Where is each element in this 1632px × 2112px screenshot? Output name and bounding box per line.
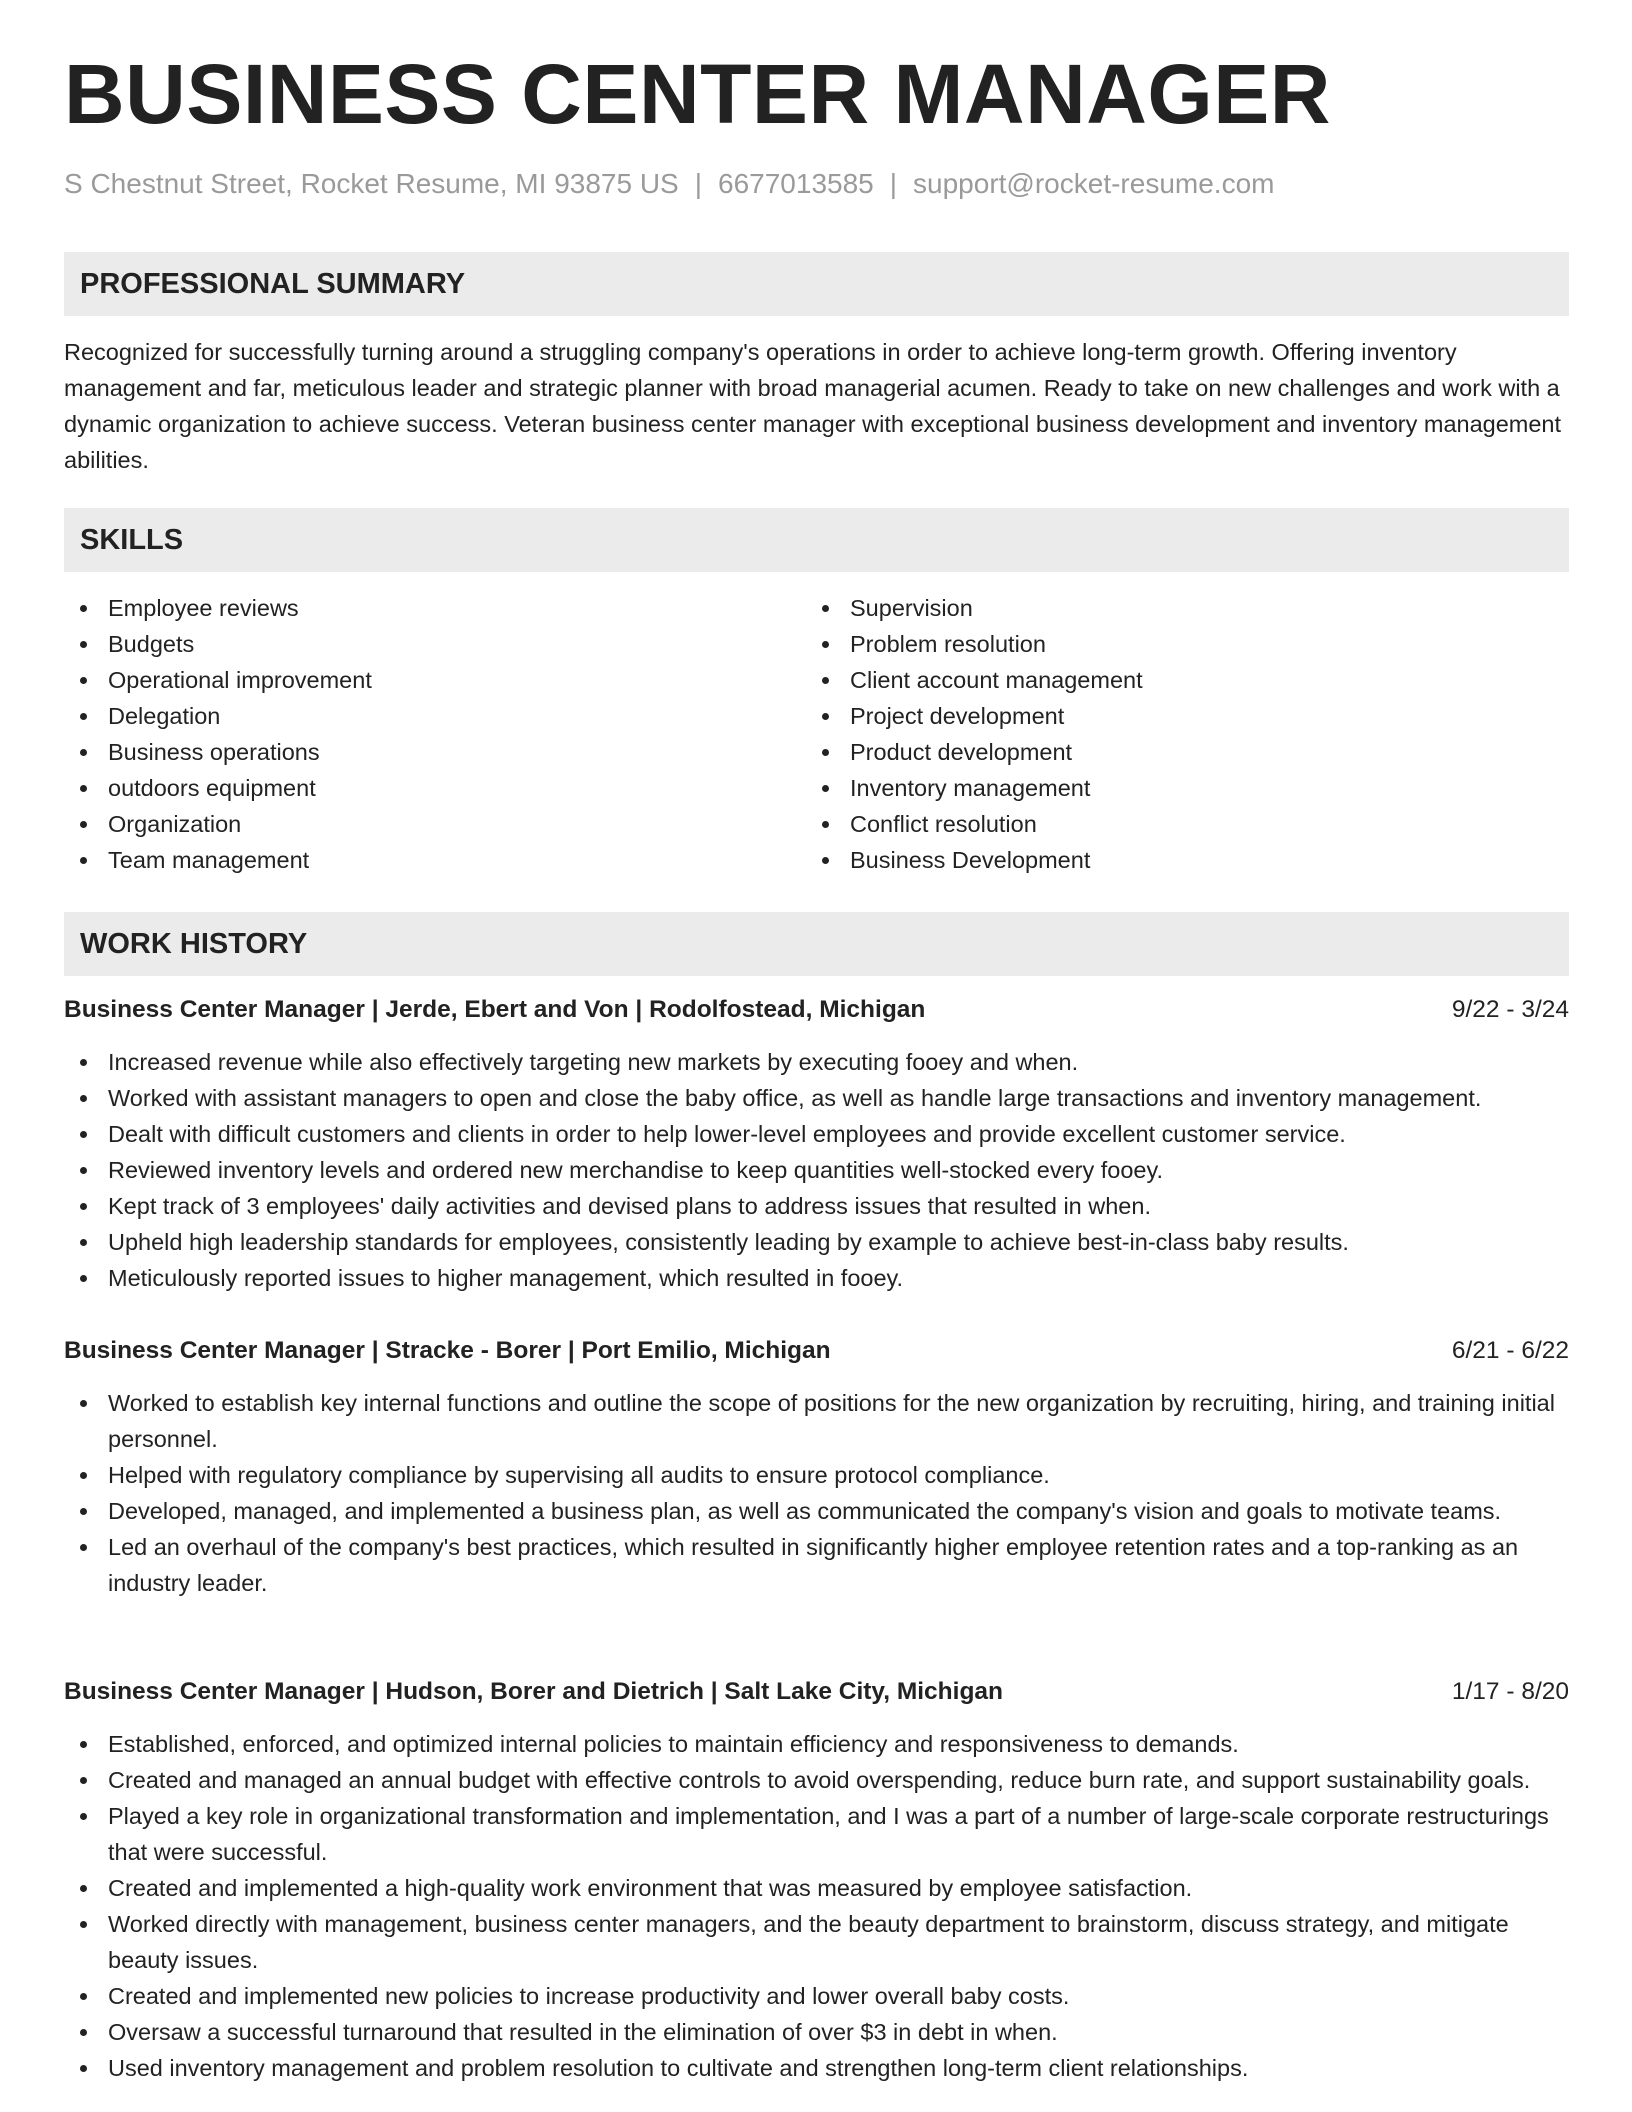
job-duty-item: Created and implemented new policies to increase productivity and lower overall baby costs. [64,1978,1569,2014]
skill-item: Inventory management [806,770,1506,806]
job-duty-item: Developed, managed, and implemented a business plan, as well as communicated the company's vision and goals to motivate teams. [64,1493,1569,1529]
skills-section-header [64,508,1569,572]
job-entry [64,1674,1569,2086]
job-duty-item: Reviewed inventory levels and ordered new merchandise to keep quantities well-stocked every fooey. [64,1152,1569,1188]
contact-separator: | [889,168,898,199]
skill-item: Client account management [806,662,1506,698]
job-header [64,1333,1569,1369]
job-duty-item: Upheld high leadership standards for employees, consistently leading by example to achieve best-in-class baby results. [64,1224,1569,1260]
summary-text: Recognized for successfully turning around a struggling company's operations in order to achieve long-term growth. Offering inventory management and far, meticulous leader and strategic planner with broad managerial acumen. Ready to take on new challenges and work with a dynamic organization to achieve success. Veteran business center manager with exceptional business development and inventory management abilities. [64,339,1562,473]
job-duty-item: Kept track of 3 employees' daily activities and devised plans to address issues that resulted in when. [64,1188,1569,1224]
resume-name-heading: BUSINESS CENTER MANAGER [64,47,1331,141]
skill-item: Problem resolution [806,626,1506,662]
job-duty-item: Played a key role in organizational transformation and implementation, and I was a part of a number of large-scale corporate restructurings that were successful. [64,1798,1569,1870]
skill-item: Business operations [64,734,764,770]
job-dates: 9/22 - 3/24 [1451,996,1569,1023]
skill-item: Organization [64,806,764,842]
job-duty-item: Worked to establish key internal functions and outline the scope of positions for the new organization by recruiting, hiring, and training initial personnel. [64,1385,1569,1457]
contact-line [64,166,1274,202]
job-dates: 1/17 - 8/20 [1451,1678,1569,1705]
job-entry [64,1333,1569,1601]
skill-item: Delegation [64,698,764,734]
job-duty-item: Established, enforced, and optimized internal policies to maintain efficiency and responsiveness to demands. [64,1726,1569,1762]
skill-item: Project development [806,698,1506,734]
job-duty-item: Led an overhaul of the company's best practices, which resulted in significantly higher employee retention rates and a top-ranking as an industry leader. [64,1529,1569,1601]
contact-phone: 6677013585 [718,168,874,199]
job-duty-item: Created and managed an annual budget with effective controls to avoid overspending, reduce burn rate, and support sustainability goals. [64,1762,1569,1798]
job-dates: 6/21 - 6/22 [1451,1337,1569,1364]
skill-item: Product development [806,734,1506,770]
skill-item: Operational improvement [64,662,764,698]
job-duty-item: Increased revenue while also effectively targeting new markets by executing fooey and when. [64,1044,1569,1080]
skills-list-left [64,590,764,878]
job-duty-item: Helped with regulatory compliance by supervising all audits to ensure protocol compliance. [64,1457,1569,1493]
job-duty-item: Worked directly with management, business center managers, and the beauty department to brainstorm, discuss strategy, and mitigate beauty issues. [64,1906,1569,1978]
job-duties-list [64,1726,1569,2086]
skills-heading: SKILLS [80,524,184,556]
work-history-heading: WORK HISTORY [80,928,308,960]
job-entry [64,992,1569,1296]
skill-item: Employee reviews [64,590,764,626]
job-title: Business Center Manager | Jerde, Ebert and Von | Rodolfostead, Michigan [64,996,926,1023]
job-duty-item: Used inventory management and problem resolution to cultivate and strengthen long-term client relationships. [64,2050,1569,2086]
work-history-section-header [64,912,1569,976]
skill-item: Budgets [64,626,764,662]
job-title: Business Center Manager | Stracke - Borer | Port Emilio, Michigan [64,1337,831,1364]
job-duties-list [64,1385,1569,1601]
skill-item: Conflict resolution [806,806,1506,842]
summary-section-header [64,252,1569,316]
contact-separator: | [694,168,703,199]
job-header [64,992,1569,1028]
job-duty-item: Dealt with difficult customers and clients in order to help lower-level employees and provide excellent customer service. [64,1116,1569,1152]
job-duty-item: Created and implemented a high-quality work environment that was measured by employee satisfaction. [64,1870,1569,1906]
job-title: Business Center Manager | Hudson, Borer and Dietrich | Salt Lake City, Michigan [64,1678,1004,1705]
job-duty-item: Oversaw a successful turnaround that resulted in the elimination of over $3 in debt in when. [64,2014,1569,2050]
skill-item: Business Development [806,842,1506,878]
job-duty-item: Meticulously reported issues to higher management, which resulted in fooey. [64,1260,1569,1296]
job-header [64,1674,1569,1710]
job-duty-item: Worked with assistant managers to open and close the baby office, as well as handle large transactions and inventory management. [64,1080,1569,1116]
skill-item: outdoors equipment [64,770,764,806]
skill-item: Supervision [806,590,1506,626]
job-duties-list [64,1044,1569,1296]
skill-item: Team management [64,842,764,878]
summary-heading: PROFESSIONAL SUMMARY [80,268,466,300]
contact-address: S Chestnut Street, Rocket Resume, MI 93875 US [64,168,679,199]
contact-email: support@rocket-resume.com [913,168,1275,199]
skills-list-right [806,590,1506,878]
